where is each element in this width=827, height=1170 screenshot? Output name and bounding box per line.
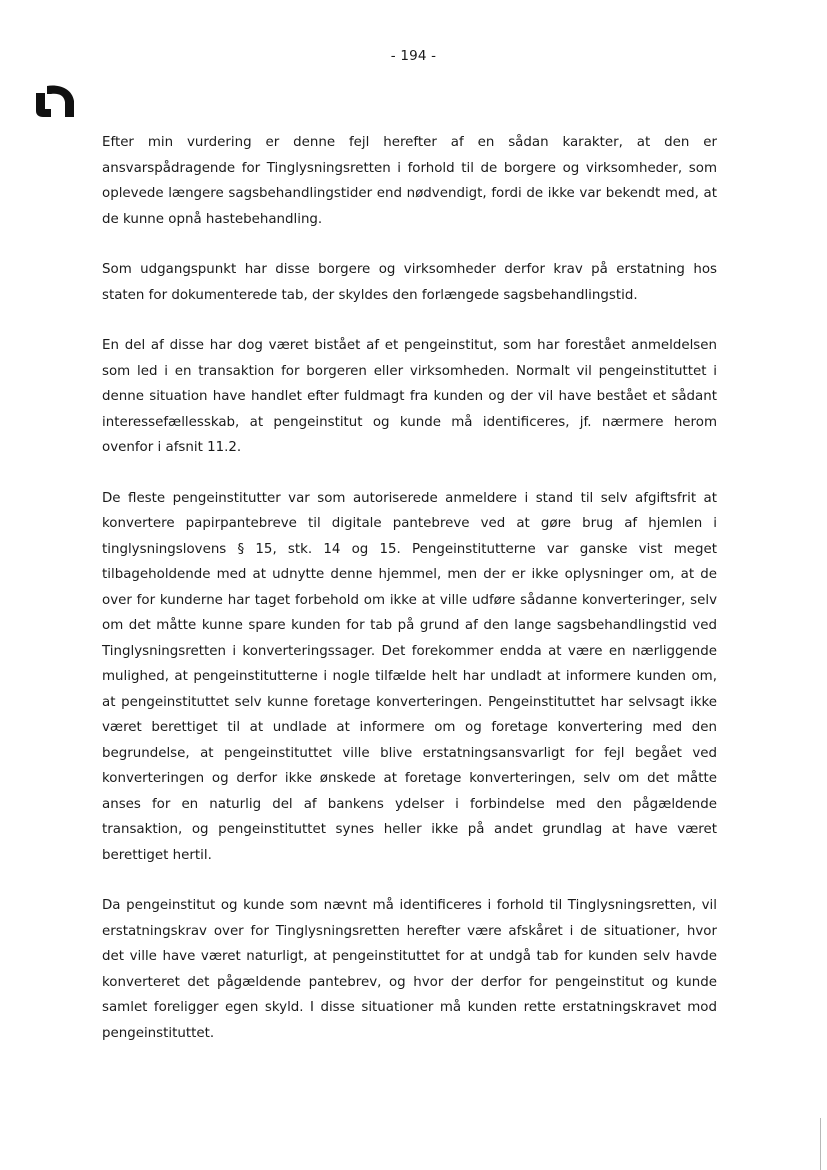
paragraph: De fleste pengeinstitutter var som autoriserede anmeldere i stand til selv afgiftsfrit at konvertere papirpantebreve til digitale pantebreve ved at gøre brug af hjemlen i tinglysningslovens § 15, stk. 14 og 15. Pengeinstitutterne var ganske vist meget tilbageholdende med at udnytte denne hjemmel, men der er ikke oplysninger om, at de over for kunderne har taget forbehold om ikke at ville udføre sådanne konverteringer, selv om det måtte kunne spare kunden for tab på grund af den lange sagsbehandlingstid ved Tinglysningsretten i konverteringssager. Det forekommer endda at være en nærliggende mulighed, at pengeinstitutterne i nogle tilfælde helt har undladt at informere kunden om, at pengeinstituttet selv kunne foretage konverteringen. Pengeinstituttet har selvsagt ikke været berettiget til at undlade at informere om og foretage konvertering med den begrundelse, at pengeinstituttet ville blive erstatningsansvarligt for fejl begået ved konverteringen og derfor ikke ønskede at foretage konverteringen, selv om det måtte anses for en naturlig del af bankens ydelser i forbindelse med den pågældende transaktion, og pengeinstituttet synes heller ikke på andet grundlag at have været berettiget hertil. — [102, 490, 717, 863]
paragraph: Da pengeinstitut og kunde som nævnt må identificeres i forhold til Tinglysningsretten, vil erstatningskrav over for Tinglysningsretten herefter være afskåret i de situationer, hvor det ville have været naturligt, at pengeinstituttet for at undgå tab for kunden selv havde konverteret det pågældende pantebrev, og hvor der derfor for pengeinstitut og kunde samlet foreligger egen skyld. I disse situationer må kunden rette erstatningskravet mod pengeinstituttet. — [102, 898, 717, 1041]
ombudsman-logo-icon — [34, 84, 76, 118]
paragraph: Som udgangspunkt har disse borgere og virksomheder derfor krav på erstatning hos staten for dokumenterede tab, der skyldes den forlængede sagsbehandlingstid. — [102, 262, 717, 303]
page-number: - 194 - — [390, 48, 437, 64]
document-body — [102, 130, 717, 1071]
paragraph: En del af disse har dog været bistået af et pengeinstitut, som har forestået anmeldelsen som led i en transaktion for borgeren eller virksomheden. Normalt vil pengeinstituttet i denne situation have handlet efter fuldmagt fra kunden og der vil have bestået et sådant interessefællesskab, at pengeinstitut og kunde må identificeres, jf. nærmere herom ovenfor i afsnit 11.2. — [102, 338, 717, 455]
scan-edge-line — [820, 1118, 821, 1170]
paragraph: Efter min vurdering er denne fejl herefter af en sådan karakter, at den er ansvarspådragende for Tinglysningsretten i forhold til de borgere og virksomheder, som oplevede længere sagsbehandlingstider end nødvendigt, fordi de ikke var bekendt med, at de kunne opnå hastebehandling. — [102, 135, 717, 227]
